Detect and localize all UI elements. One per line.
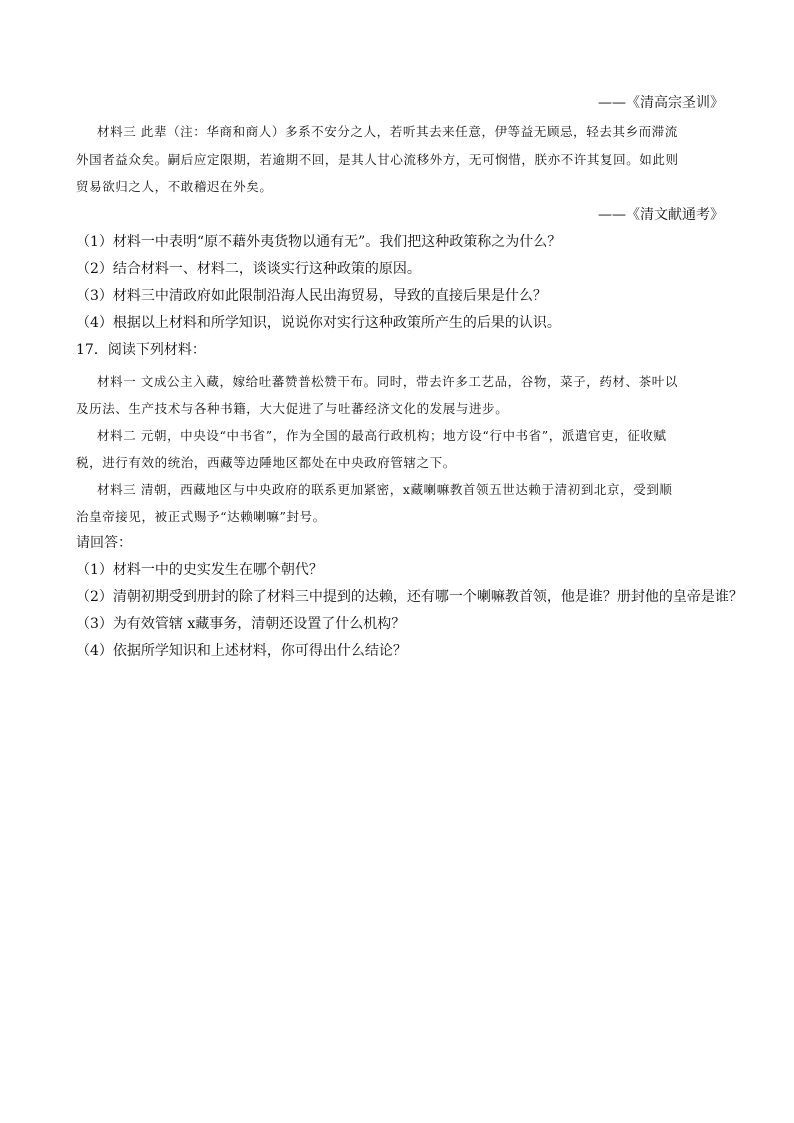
question-16-3: （3）材料三中清政府如此限制沿海人民出海贸易，导致的直接后果是什么？ xyxy=(76,288,547,304)
material-3-line-3: 贸易欲归之人，不敢稽迟在外矣。 xyxy=(76,179,273,194)
question-17-title: 17．阅读下列材料： xyxy=(76,342,206,358)
q17-material-1-line-1: 材料一 文成公主入藏，嫁给吐蕃赞普松赞干布。同时，带去许多工艺品，谷物，菜子，药材、茶叶以 xyxy=(97,374,678,389)
source-citation: ——《清文献通考》 xyxy=(598,207,724,223)
source-citation: ——《清高宗圣训》 xyxy=(598,95,724,111)
question-16-2: （2）结合材料一、材料二，谈谈实行这种政策的原因。 xyxy=(76,261,421,277)
material-3-line-1: 材料三 此辈（注：华商和商人）多系不安分之人，若听其去来任意，伊等益无顾忌，轻去其乡而滞流 xyxy=(97,124,678,139)
q17-material-1-line-2: 及历法、生产技术与各种书籍，大大促进了与吐蕃经济文化的发展与进步。 xyxy=(76,401,509,416)
q17-material-3-line-2: 治皇帝接见，被正式赐予“达赖喇嘛”封号。 xyxy=(76,509,326,524)
answer-prompt: 请回答： xyxy=(76,535,132,551)
q17-material-2-line-1: 材料二 元朝，中央设“中书省”，作为全国的最高行政机构；地方设“行中书省”，派遣官吏，征收赋 xyxy=(97,428,667,443)
question-17-1: （1）材料一中的史实发生在哪个朝代？ xyxy=(76,562,323,578)
material-3-line-2: 外国者益众矣。嗣后应定限期，若逾期不回，是其人甘心流移外方，无可悯惜，朕亦不许其复回。如此则 xyxy=(76,152,679,167)
q17-material-3-line-1: 材料三 清朝，西藏地区与中央政府的联系更加紧密，x藏喇嘛教首领五世达赖于清初到北京，受到顺 xyxy=(97,482,673,497)
q17-material-2-line-2: 税，进行有效的统治，西藏等边陲地区都处在中央政府管辖之下。 xyxy=(76,455,456,470)
question-17-3: （3）为有效管辖 x藏事务，清朝还设置了什么机构？ xyxy=(76,616,406,632)
question-17-2: （2）清朝初期受到册封的除了材料三中提到的达赖，还有哪一个喇嘛教首领，他是谁？册封他的皇帝是谁？ xyxy=(76,589,743,605)
question-16-4: （4）根据以上材料和所学知识，说说你对实行这种政策所产生的后果的认识。 xyxy=(76,315,561,331)
question-16-1: （1）材料一中表明“原不藉外夷货物以通有无”。我们把这种政策称之为什么？ xyxy=(76,234,562,250)
question-17-4: （4）依据所学知识和上述材料，你可得出什么结论？ xyxy=(76,643,407,659)
